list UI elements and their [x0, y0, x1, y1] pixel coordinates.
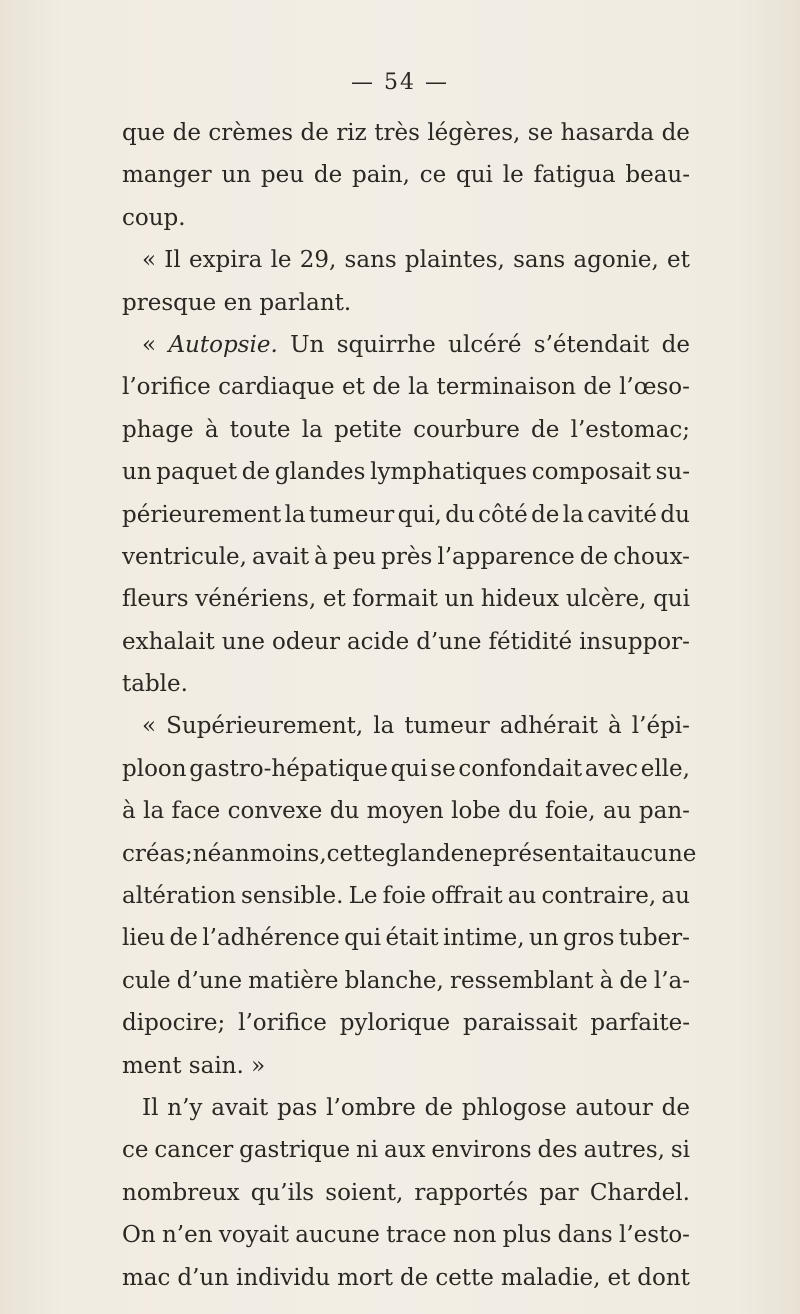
text-line: phage à toute la petite courbure de l’estomac;: [122, 416, 690, 443]
text-line: mac d’un individu mort de cette maladie, et dont: [122, 1264, 690, 1291]
text-line: coup.: [122, 204, 186, 231]
text-line: « Autopsie. Un squirrhe ulcéré s’étendait de: [142, 331, 690, 358]
text-line: ce cancer gastrique ni aux environs des autres, si: [122, 1137, 690, 1164]
text-line: « Supérieurement, la tumeur adhérait à l’épi-: [142, 713, 690, 740]
text-line: Il n’y avait pas l’ombre de phlogose autour de: [142, 1094, 690, 1121]
text-line: dipocire; l’orifice pylorique paraissait parfaite-: [122, 1010, 690, 1037]
text-line: ment sain. »: [122, 1052, 266, 1079]
text-line: cule d’une matière blanche, ressemblant à de l’a-: [122, 967, 690, 994]
text-line: que de crèmes de riz très légères, se hasarda de: [122, 120, 690, 146]
text-line: à la face convexe du moyen lobe du foie, au pan-: [122, 798, 690, 825]
text-line: périeurement la tumeur qui, du côté de la cavité du: [122, 501, 690, 528]
text-line: créas; néanmoins, cette glande ne présentait aucune: [122, 840, 697, 867]
text-line: presque en parlant.: [122, 289, 352, 316]
text-line: nombreux qu’ils soient, rapportés par Chardel.: [122, 1179, 690, 1206]
page-number-header: — 54 —: [351, 70, 449, 95]
text-line: exhalait une odeur acide d’une fétidité insuppor-: [122, 628, 690, 655]
text-line: On n’en voyait aucune trace non plus dans l’esto-: [122, 1222, 690, 1249]
text-line: fleurs vénériens, et formait un hideux ulcère, qui: [122, 586, 690, 613]
text-line: manger un peu de pain, ce qui le fatigua beau-: [122, 162, 690, 189]
text-line: ventricule, avait à peu près l’apparence de choux-: [122, 543, 690, 570]
text-line: un paquet de glandes lymphatiques composait su-: [122, 459, 690, 486]
text-line: table.: [122, 671, 188, 698]
text-line: l’orifice cardiaque et de la terminaison de l’œso-: [122, 374, 690, 401]
text-line: « Il expira le 29, sans plaintes, sans agonie, et: [142, 247, 690, 274]
text-line: altération sensible. Le foie offrait au contraire, au: [122, 883, 690, 910]
text-line: ploon gastro-hépatique qui se confondait avec elle,: [122, 755, 690, 782]
text-line: lieu de l’adhérence qui était intime, un gros tuber-: [122, 925, 690, 952]
body-text: [122, 112, 697, 1299]
